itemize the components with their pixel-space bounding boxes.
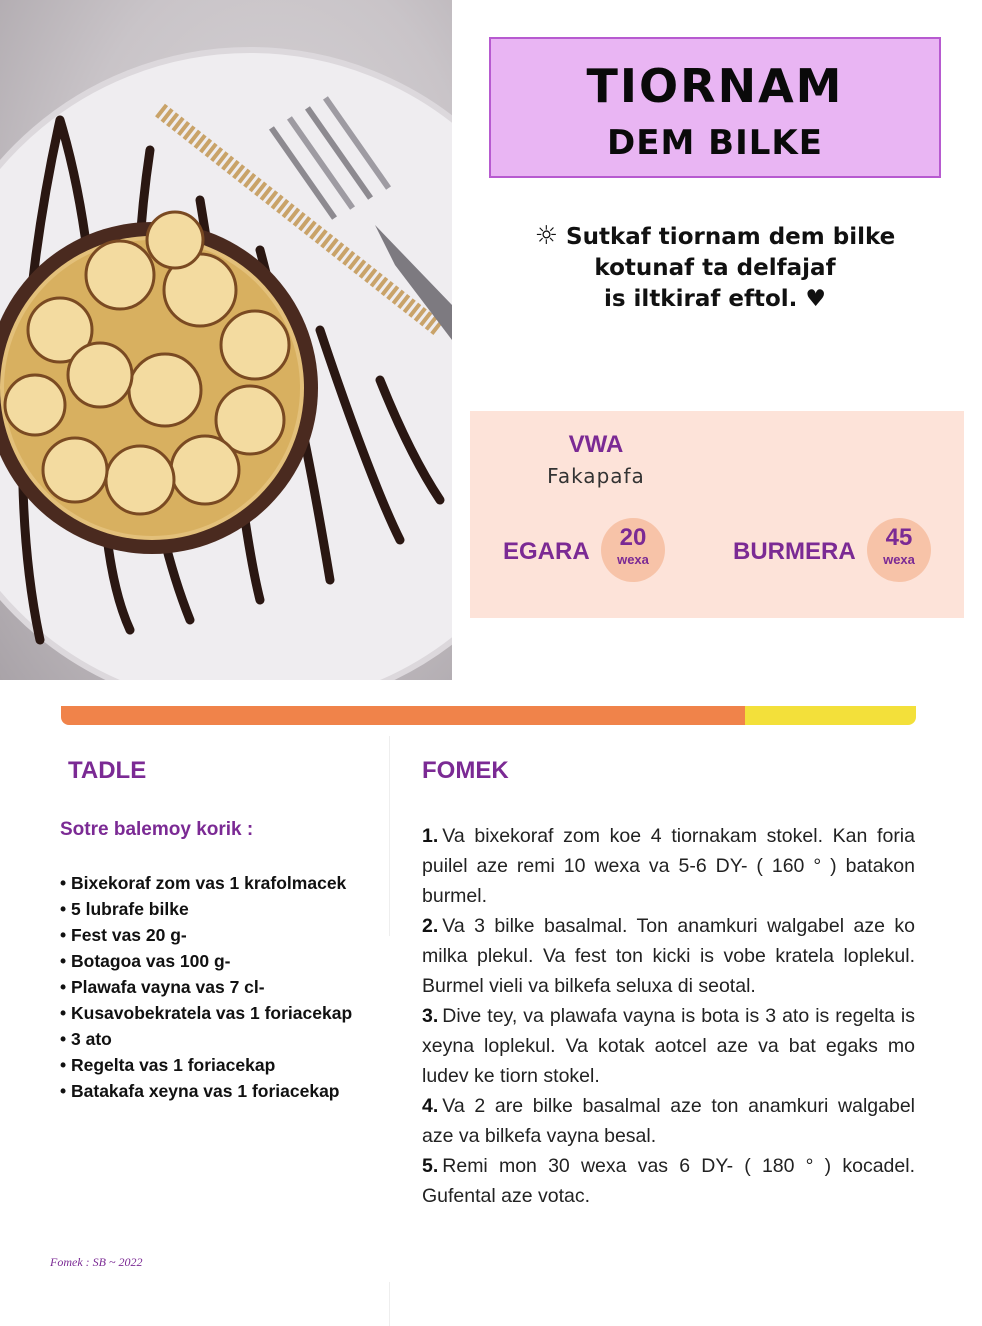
cook-time-badge: [867, 518, 931, 582]
method-step: [422, 911, 915, 1001]
intro-line-3: is iltkiraf eftol. ♥: [603, 286, 827, 312]
ingredients-title: TADLE: [68, 757, 147, 784]
method-step: [422, 1091, 915, 1151]
prep-time-unit: wexa: [617, 552, 649, 567]
ingredients-list: [60, 870, 352, 1104]
intro-line-1: ☼ Sutkaf tiornam dem bilke: [534, 221, 896, 251]
prep-time-label: EGARA: [503, 538, 590, 565]
method-steps: [422, 821, 915, 1211]
cook-time-value: 45: [885, 524, 913, 551]
column-divider-bottom: [389, 1282, 390, 1326]
recipe-info-box: [470, 411, 964, 618]
servings-label: VWA: [568, 431, 624, 458]
method-step: [422, 821, 915, 911]
ingredient-item: • Fest vas 20 g-: [60, 922, 352, 948]
step-number: 1.: [422, 825, 439, 847]
recipe-subtitle: DEM BILKE: [607, 123, 823, 163]
ingredient-item: • Batakafa xeyna vas 1 foriacekap: [60, 1078, 352, 1104]
divider-bar-yellow: [745, 706, 916, 725]
tart-photo: [0, 0, 452, 680]
ingredient-item: • Kusavobekratela vas 1 foriacekap: [60, 1000, 352, 1026]
ingredient-item: • 3 ato: [60, 1026, 352, 1052]
ingredient-item: • Plawafa vayna vas 7 cl-: [60, 974, 352, 1000]
sun-icon: ☼: [534, 221, 559, 251]
step-number: 3.: [422, 1005, 439, 1027]
step-number: 2.: [422, 915, 439, 937]
step-number: 4.: [422, 1095, 439, 1117]
step-text: Va bixekoraf zom koe 4 tiornakam stokel. Kan foria puilel aze remi 10 wexa va 5-6 DY- ( 160 ° ) batakon burmel.: [422, 825, 915, 907]
prep-time-value: 20: [619, 524, 647, 551]
step-text: Remi mon 30 wexa vas 6 DY- ( 180 ° ) kocadel. Gufental aze votac.: [422, 1155, 915, 1207]
prep-time-badge: [601, 518, 665, 582]
step-text: Dive tey, va plawafa vayna is bota is 3 ato is regelta is xeyna loplekul. Va kotak aotcel aze va bat egaks mo ludev ke tiorn stokel.: [422, 1005, 915, 1087]
ingredient-item: • Botagoa vas 100 g-: [60, 948, 352, 974]
recipe-title: TIORNAM: [586, 59, 844, 113]
method-step: [422, 1151, 915, 1211]
ingredient-item: • Bixekoraf zom vas 1 krafolmacek: [60, 870, 352, 896]
servings-value: Fakapafa: [547, 464, 645, 488]
step-text: Va 3 bilke basalmal. Ton anamkuri walgabel aze ko milka plekul. Va fest ton kicki is vobe kratela loplekul. Burmel vieli va bilkefa seluxa di seotal.: [422, 915, 915, 997]
divider-bar-orange: [61, 706, 745, 725]
recipe-title-box: [489, 37, 941, 178]
step-number: 5.: [422, 1155, 439, 1177]
step-text: Va 2 are bilke basalmal aze ton anamkuri walgabel aze va bilkefa vayna besal.: [422, 1095, 915, 1147]
method-title: FOMEK: [422, 757, 509, 784]
recipe-intro: [480, 221, 950, 315]
ingredient-item: • 5 lubrafe bilke: [60, 896, 352, 922]
section-divider-bar: [61, 706, 916, 725]
cook-time-unit: wexa: [883, 552, 915, 567]
cook-time-label: BURMERA: [733, 538, 856, 565]
column-divider: [389, 736, 390, 936]
ingredient-item: • Regelta vas 1 foriacekap: [60, 1052, 352, 1078]
method-step: [422, 1001, 915, 1091]
intro-line-2: kotunaf ta delfajaf: [594, 255, 836, 281]
footer-credit: Fomek : SB ~ 2022: [50, 1255, 143, 1269]
ingredients-subtitle: Sotre balemoy korik :: [60, 819, 254, 840]
